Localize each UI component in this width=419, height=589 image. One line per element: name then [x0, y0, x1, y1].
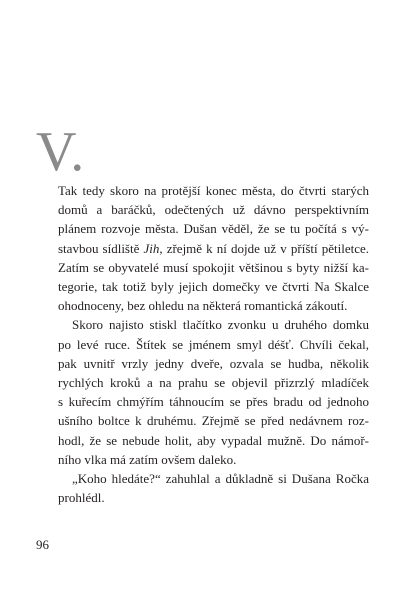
text-line: ního vlka má zatím ovšem daleko. [58, 451, 237, 467]
text-line: hodl, že se nebude holit, aby vypadal mužně. Do námoř- [58, 432, 369, 448]
italic-name-jih: Jih [143, 240, 160, 256]
text-line: Zatím se obyvatelé musí spokojit většinou s byty nižší ka- [58, 259, 369, 275]
page-number: 96 [36, 537, 49, 552]
chapter-heading: V. [36, 121, 86, 183]
text-line: s kuřecím chmýřím táhnoucím se přes bradu od jednoho [58, 394, 369, 410]
paragraph-1 [58, 181, 369, 315]
text-line: tegorie, tak totiž byly jejich domečky ve čtvrti Na Skalce [58, 279, 369, 295]
text-line: Tak tedy skoro na protější konec města, do čtvrti starých [58, 183, 369, 198]
text-line: ušního boltce k druhému. Zřejmě se před nedávnem roz- [58, 413, 369, 429]
text-line: domů a baráčků, odečtených už dávno perspektivním [58, 202, 369, 218]
text-line-with-italic: stavbou sídliště Jih, zřejmě k ní dojde už v příští pětiletce. [58, 240, 369, 256]
text-line: prohlédl. [58, 490, 105, 506]
paragraph-3 [58, 469, 369, 507]
text-line: plánem rozvoje města. Dušan věděl, že se tu počítá s vý- [58, 221, 369, 237]
text-line: rychlých kroků a na prahu se objevil přizrzlý mladíček [58, 375, 369, 391]
text-line: ohodnoceny, bez ohledu na některá romantická zákoutí. [58, 298, 348, 314]
text-line: „Koho hledáte?“ zahuhlal a důkladně si Dušana Ročka [72, 471, 369, 487]
text-line: po levé ruce. Štítek se jménem smyl déšť. Chvíli čekal, [58, 336, 369, 352]
body-text [58, 181, 369, 507]
paragraph-2 [58, 315, 369, 469]
text-line: Skoro najisto stiskl tlačítko zvonku u druhého domku [72, 317, 369, 333]
text-line: pak uvnitř vrzly jedny dveře, ozvala se hudba, několik [58, 355, 369, 371]
